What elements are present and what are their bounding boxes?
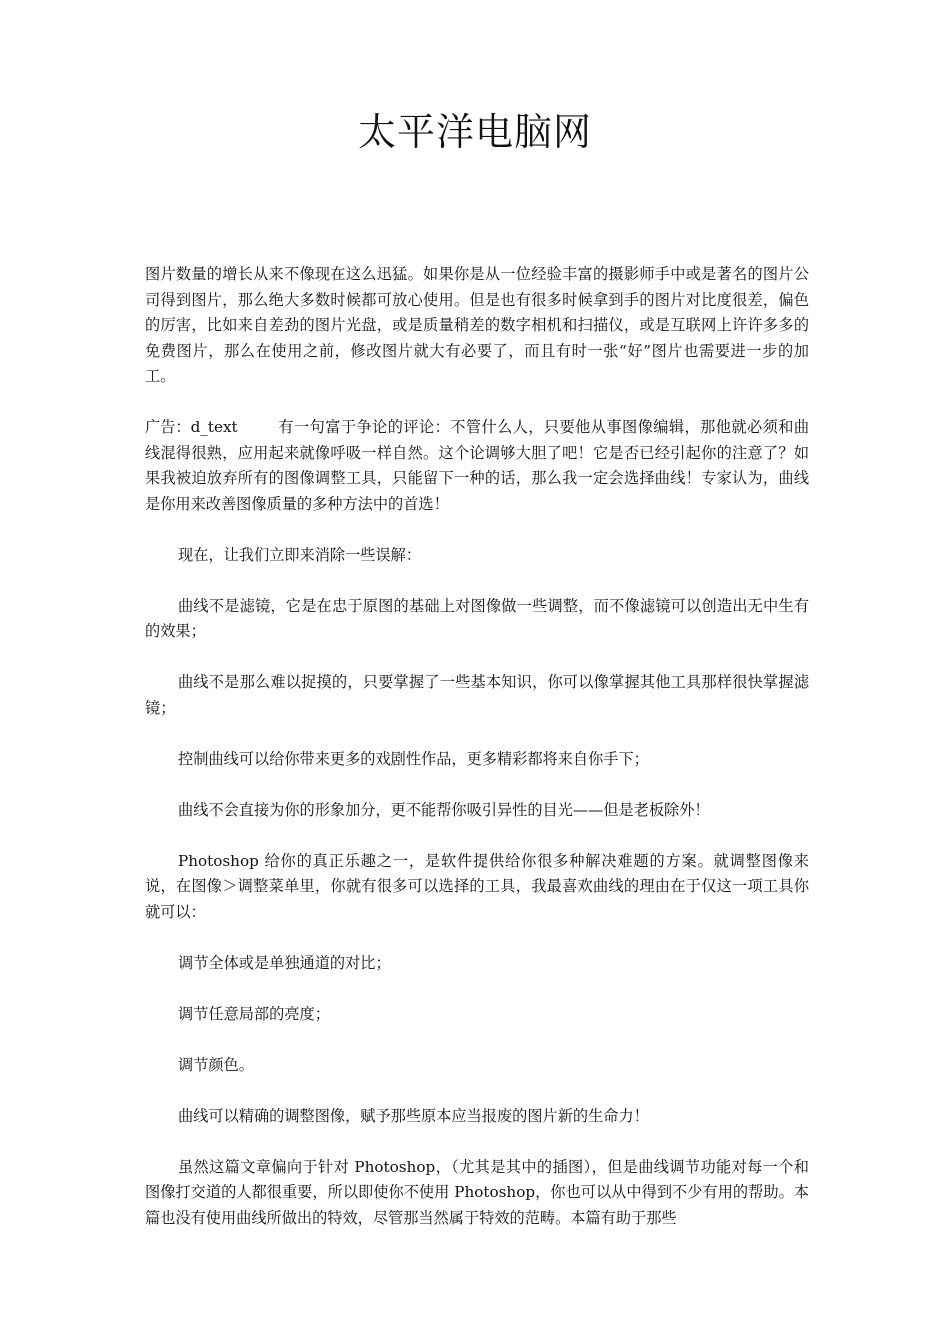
paragraph-text: 曲线不会直接为你的形象加分，更不能帮你吸引异性的目光——但是老板除外！ (178, 800, 710, 819)
paragraph-text: 虽然这篇文章偏向于针对 Photoshop，（尤其是其中的插图），但是曲线调节功能对每一个和图像打交道的人都很重要，所以即使你不使用 Photoshop，你也可以从中得到不少有用的帮助。本篇也没有使用曲线所做出的特效，尽管那当然属于特效的范畴。本篇有助于那些 (145, 1157, 809, 1227)
paragraph (145, 951, 809, 977)
paragraph (145, 543, 809, 569)
paragraph-intro (145, 262, 809, 390)
paragraph-text: 调节颜色。 (178, 1055, 254, 1074)
paragraph (145, 670, 809, 721)
paragraph-text: 图片数量的增长从来不像现在这么迅猛。如果你是从一位经验丰富的摄影师手中或是著名的图片公司得到图片，那么绝大多数时候都可放心使用。但是也有很多时候拿到手的图片对比度很差，偏色的厉害，比如来自差劲的图片光盘，或是质量稍差的数字相机和扫描仪，或是互联网上许许多多的免费图片，那么在使用之前，修改图片就大有必要了，而且有时一张“好”图片也需要进一步的加工。 (145, 265, 809, 385)
paragraph-ad (145, 415, 809, 517)
paragraph (145, 1002, 809, 1028)
paragraph-text: Photoshop 给你的真正乐趣之一，是软件提供给你很多种解决难题的方案。就调整图像来说，在图像＞调整菜单里，你就有很多可以选择的工具，我最喜欢曲线的理由在于仅这一项工具你就可以： (145, 851, 809, 921)
paragraph-text: 调节任意局部的亮度； (178, 1004, 330, 1023)
paragraph-text: 曲线可以精确的调整图像，赋予那些原本应当报废的图片新的生命力！ (178, 1106, 649, 1125)
paragraph (145, 1104, 809, 1130)
paragraph-text: 调节全体或是单独通道的对比； (178, 953, 391, 972)
ad-label: 广告：d_text (145, 418, 238, 436)
paragraph (145, 594, 809, 645)
paragraph-text: 现在，让我们立即来消除一些误解： (178, 545, 421, 564)
paragraph (145, 1053, 809, 1079)
paragraph (145, 747, 809, 773)
document-title: 太平洋电脑网 (357, 110, 592, 154)
paragraph-text: 曲线不是那么难以捉摸的，只要掌握了一些基本知识，你可以像掌握其他工具那样很快掌握滤镜； (145, 673, 809, 717)
paragraph-text: 曲线不是滤镜，它是在忠于原图的基础上对图像做一些调整，而不像滤镜可以创造出无中生有的效果； (145, 596, 809, 640)
paragraph-text: 有一句富于争论的评论：不管什么人，只要他从事图像编辑，那他就必须和曲线混得很熟，应用起来就像呼吸一样自然。这个论调够大胆了吧！它是否已经引起你的注意了？如果我被迫放弃所有的图像调整工具，只能留下一种的话，那么我一定会选择曲线！专家认为，曲线是你用来改善图像质量的多种方法中的首选！ (145, 418, 809, 513)
paragraph (145, 798, 809, 824)
document-body (145, 262, 809, 1257)
paragraph (145, 849, 809, 926)
paragraph (145, 1155, 809, 1232)
paragraph-text: 控制曲线可以给你带来更多的戏剧性作品，更多精彩都将来自你手下； (178, 749, 649, 768)
